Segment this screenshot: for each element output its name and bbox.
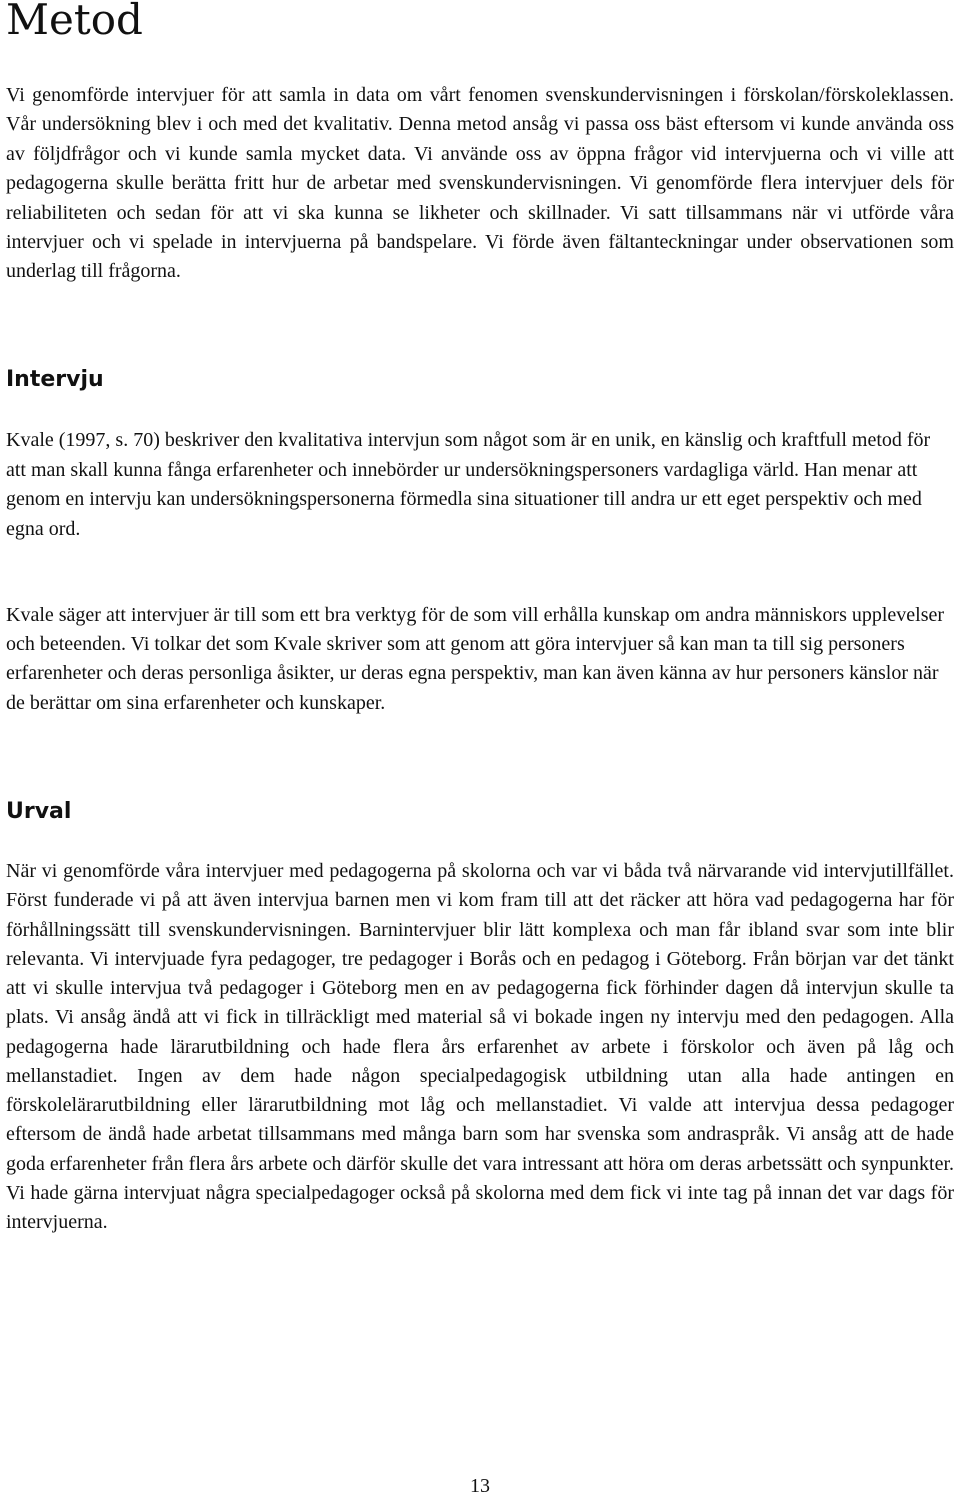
intervju-paragraph-1: Kvale (1997, s. 70) beskriver den kvalitativa intervjun som något som är en unik, en känslig och kraftfull metod för att man skall kunna fånga erfarenheter och innebörder ur undersökningspersoners vardagliga värld. Han menar att genom en intervju kan undersökningspersonerna förmedla sina situationer till andra ur ett eget perspektiv och med egna ord.: [6, 429, 931, 540]
page-number: 13: [470, 1475, 490, 1497]
section-heading-urval: Urval: [6, 799, 72, 824]
intervju-paragraph-2: Kvale säger att intervjuer är till som ett bra verktyg för de som vill erhålla kunskap om andra människors upplevelser och beteenden. Vi tolkar det som Kvale skriver som att genom att göra intervjuer så kan man ta till sig personers erfarenheter och deras personliga åsikter, ur deras egna perspektiv, man kan även känna av hur personers känslor när de berättar om sina erfarenheter och kunskaper.: [6, 604, 945, 714]
method-paragraph: Vi genomförde intervjuer för att samla in data om vårt fenomen svenskundervisningen i förskolan/förskoleklassen. Vår undersökning blev i och med det kvalitativ. Denna metod ansåg vi passa oss bäst eftersom vi kunde använda oss av följdfrågor och vi kunde samla mycket data. Vi använde oss av öppna frågor vid intervjuerna och vi ville att pedagogerna skulle berätta fritt hur de arbetar med svenskundervisningen. Vi genomförde flera intervjuer dels för reliabiliteten och sedan för att vi ska kunna se likheter och skillnader. Vi satt tillsammans när vi utförde våra intervjuer och vi spelade in intervjuerna på bandspelare. Vi förde även fältanteckningar under observationen som underlag till frågorna.: [6, 84, 954, 283]
urval-paragraph: När vi genomförde våra intervjuer med pedagogerna på skolorna och var vi båda två närvarande vid intervjutillfället. Först funderade vi på att även intervjua barnen men vi kom fram till att det räcker att höra vad pedagogerna har för förhållningssätt till svenskundervisningen. Barnintervjuer blir lätt komplexa och man får ibland svar som inte blir relevanta. Vi intervjuade fyra pedagoger, tre pedagoger i Borås och en pedagog i Göteborg. Från början var det tänkt att vi skulle intervjua två pedagoger i Göteborg men en av pedagogerna fick förhinder dagen då intervjun skulle ta plats. Vi ansåg ändå att vi fick in tillräckligt med material så vi bokade ingen ny intervju med den pedagogen. Alla pedagogerna hade lärarutbildning och hade flera års erfarenhet av arbete i förskolor och även på låg och mellanstadiet. Ingen av dem hade någon specialpedagogisk utbildning utan alla hade antingen en förskolelärarutbildning eller lärarutbildning mot låg och mellanstadiet. Vi valde att intervjua dessa pedagoger eftersom de ändå hade arbetat tillsammans med många barn som har svenska som andraspråk. Vi ansåg att de hade goda erfarenheter från flera års arbete och därför skulle det vara intressant att höra om deras arbetssätt och synpunkter. Vi hade gärna intervjuat några specialpedagoger också på skolorna med dem fick vi inte tag på innan det var dags för intervjuerna.: [6, 860, 954, 1233]
section-heading-intervju: Intervju: [6, 367, 104, 392]
page-title: Metod: [6, 0, 143, 44]
